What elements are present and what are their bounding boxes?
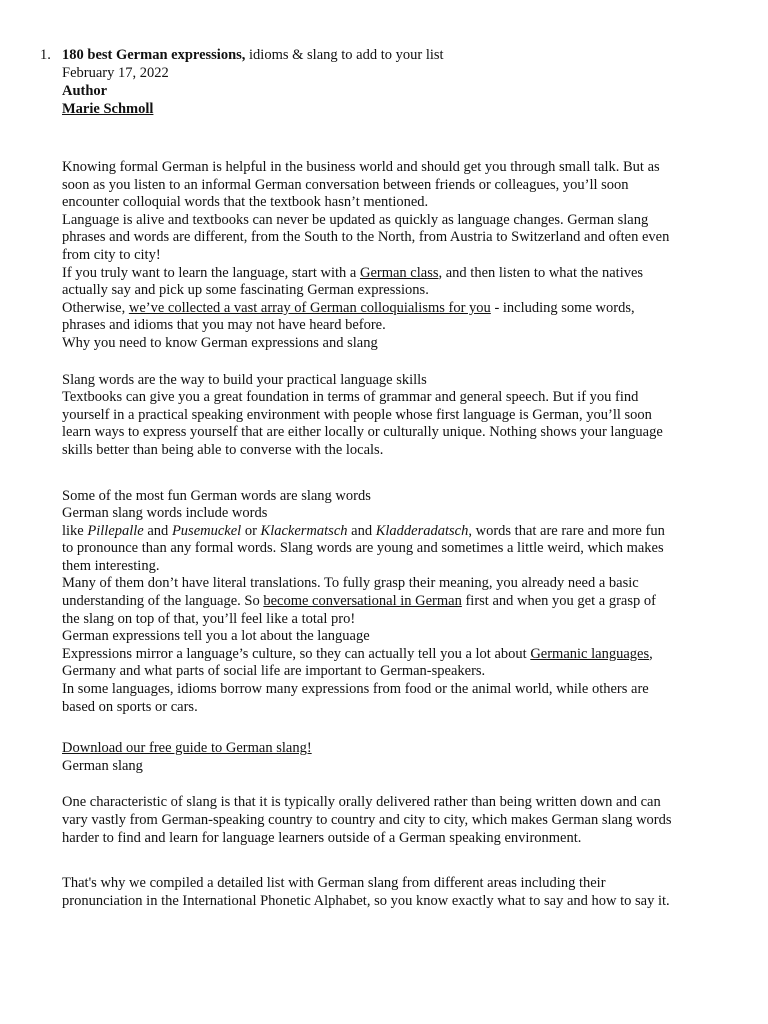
colloquialisms-link[interactable]: we’ve collected a vast array of German colloquialisms for you [128,299,491,316]
word-klackermatsch: Klackermatsch [260,522,348,539]
article-body [62,159,674,910]
author-label: Author [62,83,108,99]
article-header [62,46,702,118]
paragraph-idioms-borrow: In some languages, idioms borrow many expressions from food or the animal world, while others are based on sports or cars. [62,681,649,715]
author-link[interactable]: Marie Schmoll [62,101,154,117]
conversational-german-link[interactable]: become conversational in German [263,593,462,610]
paragraph-compiled-list: That's why we compiled a detailed list with German slang from different areas including their pronunciation in the International Phonetic Alphabet, so you know exactly what to say and how to say it. [62,875,670,909]
author-name[interactable] [62,100,702,118]
paragraph-language-alive: Language is alive and textbooks can never be updated as quickly as language changes. German slang phrases and words are different, from the South to the North, from Austria to Switzerland and often even from city to city! [62,211,670,263]
word-pillepalle: Pillepalle [87,522,144,539]
article-title [62,46,702,64]
paragraph-expressions-mirror: Expressions mirror a language’s culture, so they can actually tell you a lot about Germanic languages, Germany and what parts of social life are important to German-speakers. [62,645,653,680]
heading-why-know: Why you need to know German expressions and slang [62,334,378,351]
download-guide[interactable] [62,740,674,758]
heading-practical-skills: Slang words are the way to build your practical language skills [62,371,427,388]
heading-fun-words: Some of the most fun German words are slang words [62,487,371,504]
article-title-bold: 180 best German expressions, [62,47,246,63]
word-pusemuckel: Pusemuckel [171,522,242,539]
paragraph-literal-translations: Many of them don’t have literal translations. To fully grasp their meaning, you already need a basic understanding of the language. So become conversational in German first and when you get a grasp of the slang on top of that, you’ll feel like a total pro! [62,575,656,627]
paragraph-slang-characteristic: One characteristic of slang is that it is typically orally delivered rather than being written down and can vary vastly from German-speaking country to country and city to city, which makes German slang words harder to find and learn for language learners outside of a German speaking environment. [62,794,672,846]
paragraph-slang-include: German slang words include words [62,505,268,522]
word-kladderadatsch: Kladderadatsch [375,522,469,539]
heading-german-slang: German slang [62,757,143,774]
paragraph-intro: Knowing formal German is helpful in the business world and should get you through small talk. But as soon as you listen to an informal German conversation between friends or colleagues, you’ll soon encounter colloquial words that the textbook hasn’t mentioned. [62,159,660,211]
paragraph-colloquialisms: Otherwise, we’ve collected a vast array of German colloquialisms for you - including some words, phrases and idioms that you may not have heard before. [62,299,635,334]
download-guide-link[interactable]: Download our free guide to German slang! [62,740,312,757]
germanic-languages-link[interactable]: Germanic languages [530,645,650,662]
german-class-link[interactable]: German class [359,264,439,281]
article-title-rest: idioms & slang to add to your list [245,47,444,63]
paragraph-slang-examples: like Pillepalle and Pusemuckel or Klackermatsch and Kladderadatsch, words that are rare and more fun to pronounce than any formal words. Slang words are young and sometimes a little weird, which makes them interesting. [62,522,665,574]
article-date: February 17, 2022 [62,65,169,81]
heading-expressions-tell: German expressions tell you a lot about the language [62,628,370,645]
paragraph-textbooks: Textbooks can give you a great foundation in terms of grammar and general speech. But if you find yourself in a practical speaking environment with people whose first language is German, you’ll soon learn ways to express yourself that are either locally or culturally unique. Nothing shows your language skills better than being able to converse with the locals. [62,389,663,458]
list-item-number: 1. [40,47,51,63]
paragraph-german-class: If you truly want to learn the language, start with a German class, and then listen to what the natives actually say and pick up some fascinating German expressions. [62,264,644,299]
